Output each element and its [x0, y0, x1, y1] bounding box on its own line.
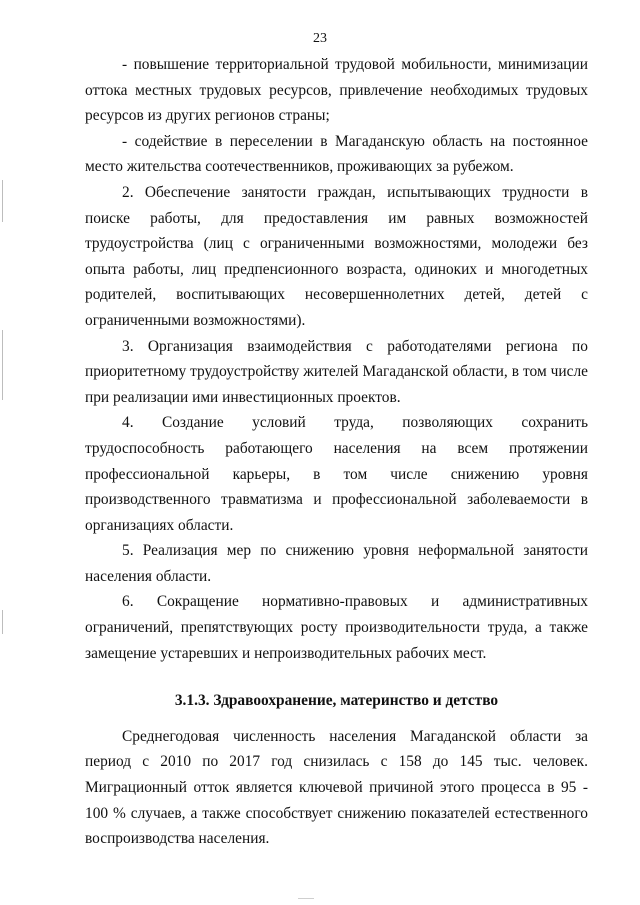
numbered-item-5: 5. Реализация мер по снижению уровня неформальной занятости населения области.	[85, 542, 588, 585]
numbered-item-4: 4. Создание условий труда, позволяющих сохранить трудоспособность работающего населения на всем протяжении профессиональной карьеры, в том числе снижению уровня производственного травматизма и профессиональной заболеваемости в организациях области.	[85, 414, 588, 534]
list-item-resettlement: - содействие в переселении в Магаданскую область на постоянное место жительства соотечественников, проживающих за рубежом.	[85, 132, 588, 176]
document-body	[85, 52, 588, 852]
section-heading: 3.1.3. Здравоохранение, материнство и детство	[174, 692, 499, 710]
scan-bottom-mark	[298, 898, 314, 899]
numbered-item-2: 2. Обеспечение занятости граждан, испытывающих трудности в поиске работы, для предоставления им равных возможностей трудоустройства (лиц с ограниченными возможностями, молодежи без опыта работы, лиц предпенсионного возраста, одиноких и многодетных родителей, воспитывающих несовершеннолетних детей, детей с ограниченными возможностями).	[85, 183, 588, 329]
scan-edge-mark	[2, 330, 3, 400]
scan-edge-mark	[2, 180, 3, 222]
numbered-item-3: 3. Организация взаимодействия с работодателями региона по приоритетному трудоустройству жителей Магаданской области, в том числе при реализации ими инвестиционных проектов.	[85, 337, 588, 406]
list-item-mobility: - повышение территориальной трудовой мобильности, минимизации оттока местных трудовых ресурсов, привлечение необходимых трудовых ресурсов из других регионов страны;	[85, 56, 588, 125]
scan-edge-mark	[2, 610, 3, 634]
numbered-item-6: 6. Сокращение нормативно-правовых и административных ограничений, препятствующих росту производительности труда, а также замещение устаревших и непроизводительных рабочих мест.	[85, 593, 588, 662]
page-number: 23	[313, 31, 327, 46]
section-paragraph: Среднегодовая численность населения Магаданской области за период с 2010 по 2017 год снизилась с 158 до 145 тыс. человек. Миграционный отток является ключевой причиной этого процесса в 95 - 100 % случаев, а также способствует снижению показателей естественного воспроизводства населения.	[85, 727, 588, 848]
